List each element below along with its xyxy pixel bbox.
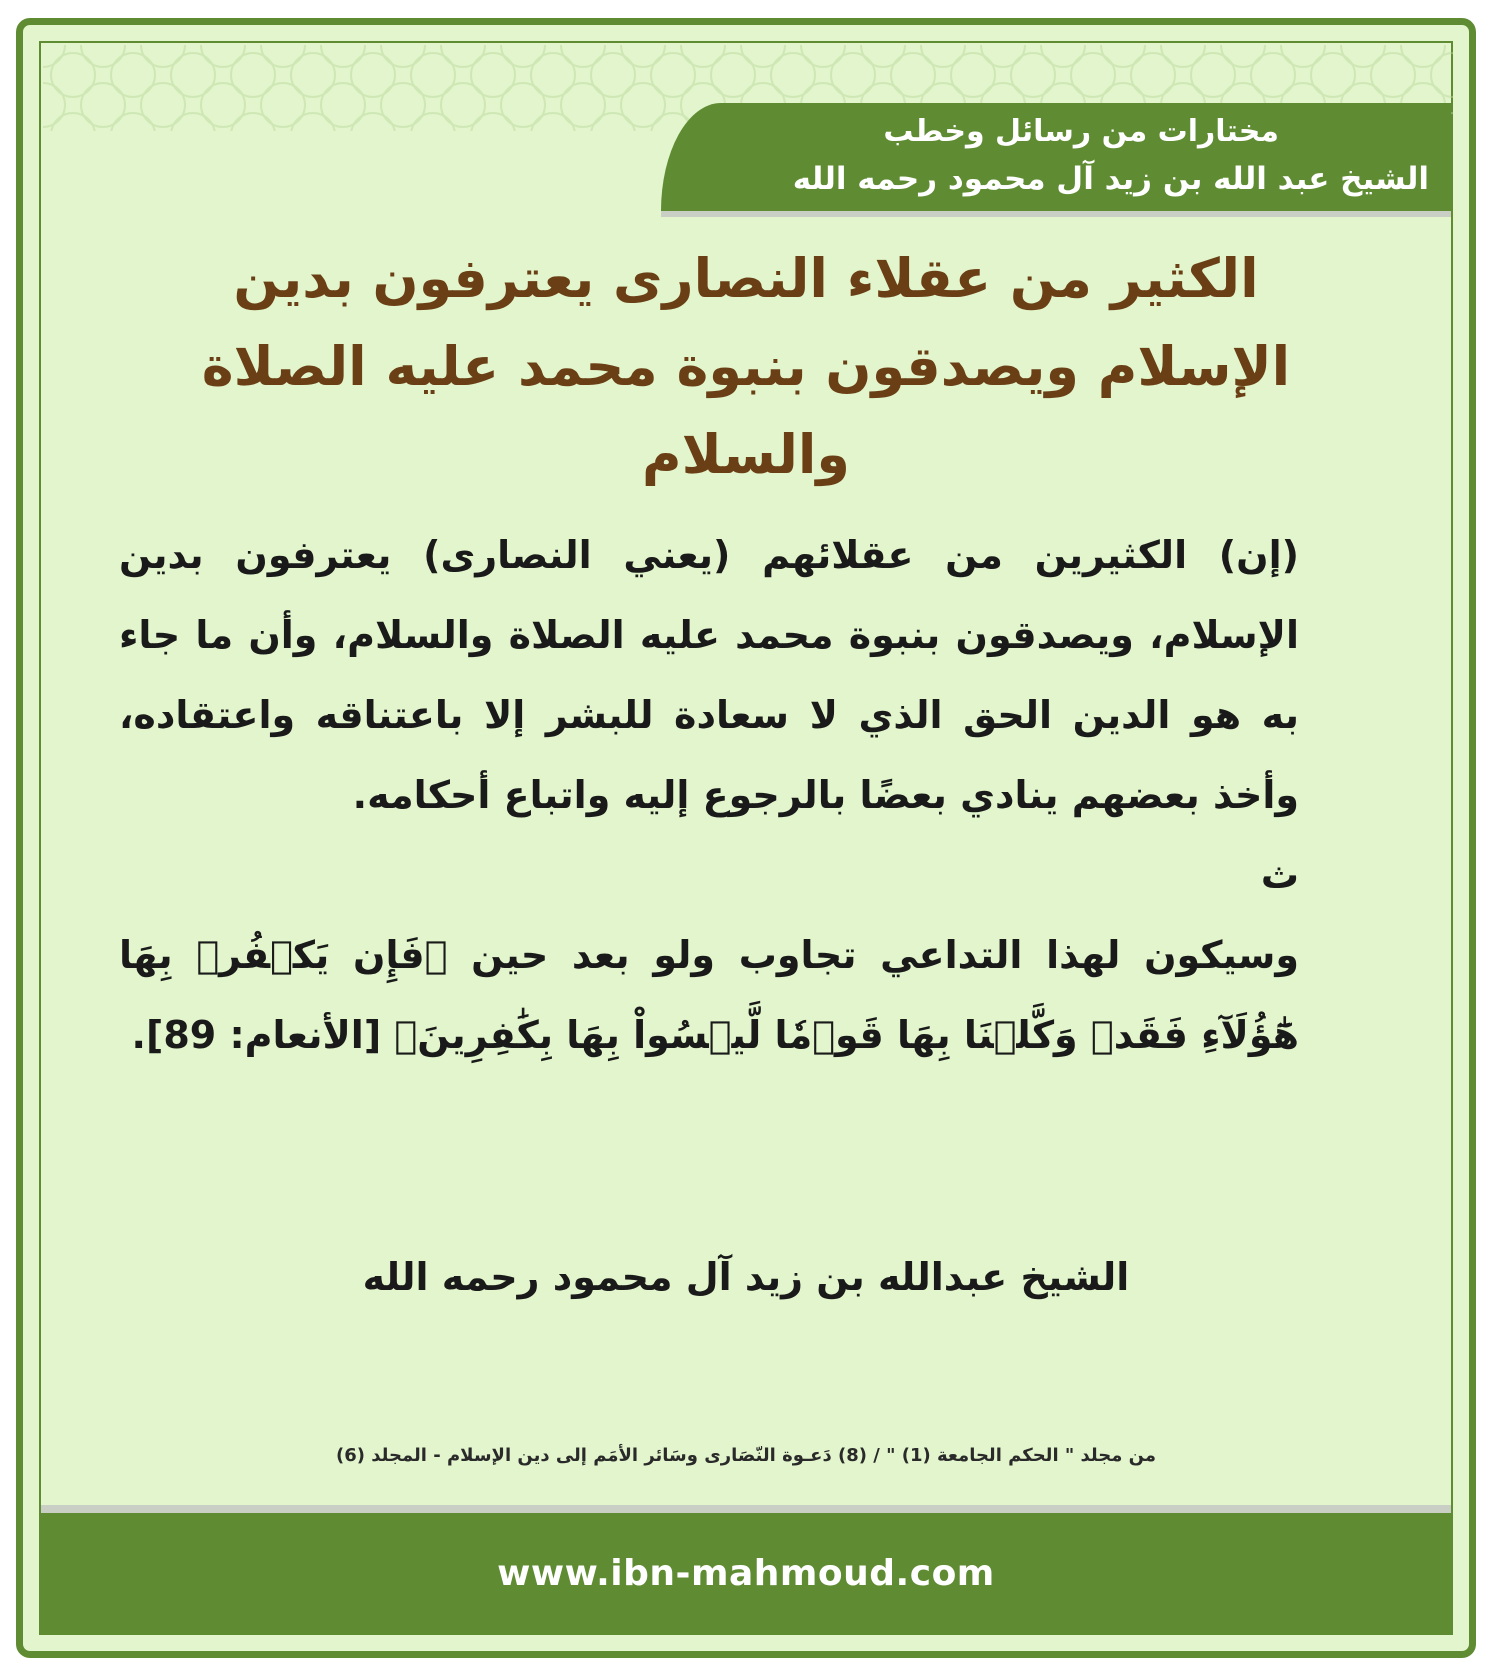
verse-reference: [الأنعام: 89]. bbox=[131, 1013, 382, 1057]
paragraph-2-lead: وسيكون لهذا التداعي تجاوب ولو بعد حين bbox=[471, 933, 1299, 977]
header-author: الشيخ عبد الله بن زيد آل محمود رحمه الله bbox=[792, 161, 1429, 197]
body-text bbox=[119, 515, 1299, 1075]
signature: الشيخ عبدالله بن زيد آل محمود رحمه الله bbox=[362, 1255, 1130, 1299]
header-banner bbox=[661, 103, 1451, 211]
source-citation: من مجلد " الحكم الجامعة (1) " / (8) دَعـوة النّصَارى وسَائر الأمَم إلى دين الإسلام - المجلد (6) bbox=[336, 1445, 1156, 1466]
quote-card bbox=[16, 18, 1476, 1658]
body-separator: ث bbox=[1260, 853, 1299, 897]
website-link[interactable]: www.ibn-mahmoud.com bbox=[497, 1552, 995, 1594]
header-series-title: مختارات من رسائل وخطب bbox=[883, 114, 1279, 149]
body-paragraph-1: (إن) الكثيرين من عقلائهم (يعني النصارى) يعترفون بدين الإسلام، ويصدقون بنبوة محمد عليه الصلاة والسلام، وأن ما جاء به هو الدين الحق الذي لا سعادة للبشر إلا باعتناقه واعتقاده، وأخذ بعضهم ينادي بعضًا بالرجوع إليه واتباع أحكامه. bbox=[119, 533, 1299, 817]
quran-verse: ﴿فَإِن يَكۡفُرۡ بِهَا هَٰٓؤُلَآءِ فَقَدۡ وَكَّلۡنَا بِهَا قَوۡمٗا لَّيۡسُواْ بِهَا بِكَٰفِرِينَ﴾ bbox=[119, 933, 1299, 1057]
page-title: الكثير من عقلاء النصارى يعترفون بدين الإسلام ويصدقون بنبوة محمد عليه الصلاة والسلام bbox=[201, 247, 1291, 486]
body-paragraph-2 bbox=[119, 915, 1299, 1075]
footer-bar bbox=[41, 1505, 1451, 1633]
